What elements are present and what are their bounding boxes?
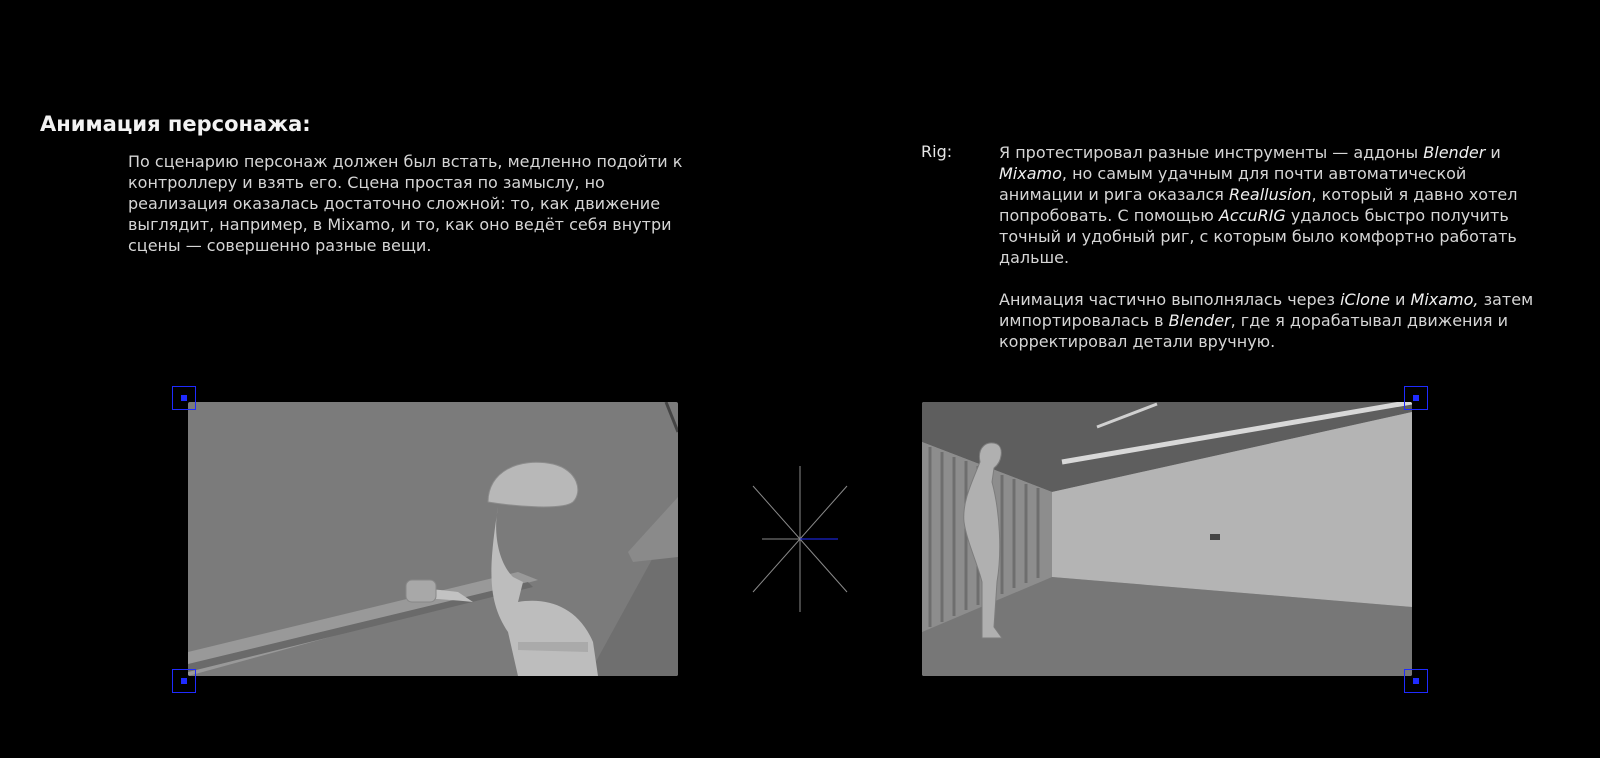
rig-paragraph-2: Анимация частично выполнялась через iClone и Mixamo, затем импортировалась в Blender, где я дорабатывал движения и корректировал детали вручную.: [999, 290, 1534, 351]
rig-paragraph-1: Я протестировал разные инструменты — аддоны Blender и Mixamo, но самым удачным для почти автоматической анимации и рига оказался Reallusion, который я давно хотел попробовать. С помощью AccuRIG удалось быстро получить точный и удобный риг, с которым было комфортно работать дальше.: [999, 143, 1518, 267]
selection-handle-bottom-right[interactable]: [1404, 669, 1428, 693]
selection-handle-top-right[interactable]: [1404, 386, 1428, 410]
intro-paragraph: По сценарию персонаж должен был встать, медленно подойти к контроллеру и взять его. Сцена простая по замыслу, но реализация оказалась достаточно сложной: то, как движение выглядит, например, в Mixamo, и то, как оно ведёт себя внутри сцены — совершенно разные вещи.: [128, 152, 683, 255]
starburst-icon: [748, 466, 852, 612]
section-title: Анимация персонажа:: [40, 112, 311, 136]
render-viewport-closeup: [188, 402, 678, 676]
render-viewport-corridor: [922, 402, 1412, 676]
selection-handle-bottom-left[interactable]: [172, 669, 196, 693]
selection-handle-top-left[interactable]: [172, 386, 196, 410]
rig-label: Rig:: [921, 142, 953, 161]
rig-description: [999, 142, 1534, 373]
